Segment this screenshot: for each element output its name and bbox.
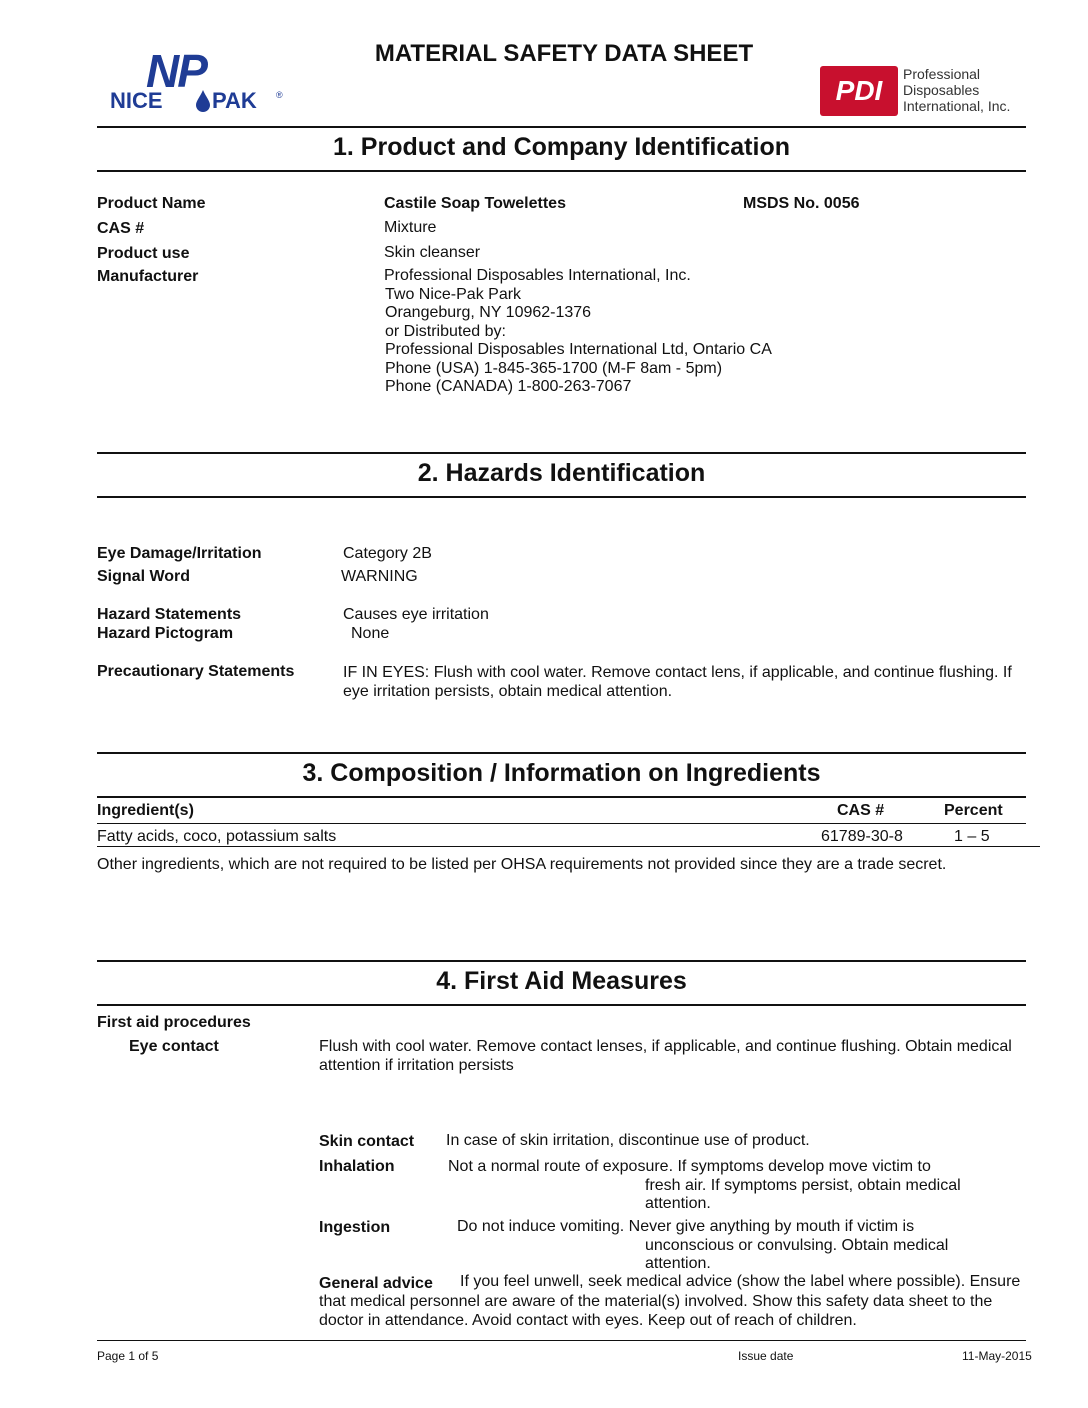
- pdi-text-1: Professional: [903, 66, 981, 82]
- table-header-percent: Percent: [944, 802, 1003, 819]
- general-advice-line: that medical personnel are aware of the material(s) involved. Show this safety data sheet to the: [319, 1293, 993, 1310]
- manufacturer-line: Professional Disposables International, Inc.: [384, 267, 691, 284]
- eye-contact-label: Eye contact: [129, 1038, 219, 1055]
- registered-mark: ®: [276, 90, 283, 100]
- ingestion-label: Ingestion: [319, 1219, 391, 1236]
- hazard-statements-label: Hazard Statements: [97, 606, 242, 623]
- inhalation-line: attention.: [645, 1195, 711, 1212]
- manufacturer-line: Phone (USA) 1-845-365-1700 (M-F 8am - 5pm): [385, 359, 723, 377]
- ingredient-name: Fatty acids, coco, potassium salts: [97, 828, 337, 845]
- product-use-value: Skin cleanser: [384, 244, 481, 261]
- rule: [97, 170, 1026, 172]
- skin-contact-text: In case of skin irritation, discontinue use of product.: [446, 1132, 810, 1149]
- nicepak-logo-pak: PAK: [212, 88, 257, 113]
- eye-damage-value: Category 2B: [343, 545, 432, 562]
- rule: [97, 960, 1026, 962]
- nicepak-logo: [108, 45, 290, 118]
- issue-date-label: Issue date: [738, 1349, 794, 1363]
- inhalation-label: Inhalation: [319, 1158, 395, 1175]
- ingestion-line: attention.: [645, 1255, 711, 1272]
- eye-damage-label: Eye Damage/Irritation: [97, 545, 262, 562]
- nicepak-logo-nice: NICE: [110, 88, 163, 113]
- product-use-label: Product use: [97, 245, 190, 262]
- table-header-ingredient: Ingredient(s): [97, 802, 194, 819]
- general-advice-label: General advice: [319, 1275, 433, 1292]
- pdi-text-3: International, Inc.: [903, 98, 1011, 114]
- precautionary-label: Precautionary Statements: [97, 663, 295, 680]
- product-name-label: Product Name: [97, 195, 206, 212]
- manufacturer-line: Professional Disposables International Ltd, Ontario CA: [385, 341, 772, 358]
- table-header-rule: [97, 823, 1026, 824]
- signal-word-value: WARNING: [341, 568, 418, 585]
- ingestion-line: unconscious or convulsing. Obtain medical: [645, 1237, 949, 1254]
- pdi-logo: [820, 66, 1030, 118]
- precautionary-line: eye irritation persists, obtain medical attention.: [343, 682, 673, 700]
- hazard-statements-value: Causes eye irritation: [343, 606, 489, 623]
- rule: [97, 496, 1026, 498]
- manufacturer-line: Phone (CANADA) 1-800-263-7067: [385, 378, 632, 395]
- pdi-text-2: Disposables: [903, 82, 980, 98]
- page-number: Page 1 of 5: [97, 1349, 159, 1363]
- rule: [97, 1004, 1026, 1006]
- eye-contact-line: attention if irritation persists: [319, 1056, 514, 1074]
- general-advice-line: If you feel unwell, seek medical advice (show the label where possible). Ensure: [460, 1273, 1021, 1290]
- rule: [97, 752, 1026, 754]
- manufacturer-line: Orangeburg, NY 10962-1376: [385, 304, 592, 321]
- manufacturer-block: [384, 267, 772, 397]
- precautionary-text: [343, 664, 1023, 701]
- section4-title: 4. First Aid Measures: [436, 967, 687, 995]
- msds-number: MSDS No. 0056: [743, 195, 860, 212]
- general-advice-line: doctor in attendance. Avoid contact with eyes. Keep out of reach of children.: [319, 1312, 857, 1329]
- manufacturer-label: Manufacturer: [97, 268, 199, 285]
- precautionary-line: IF IN EYES: Flush with cool water. Remove contact lens, if applicable, and continue flushing. If: [343, 664, 1012, 681]
- section3-title: 3. Composition / Information on Ingredients: [302, 759, 821, 787]
- droplet-icon: [196, 90, 210, 117]
- cas-value: Mixture: [384, 219, 437, 236]
- pdi-badge: PDI: [820, 66, 898, 116]
- inhalation-line: fresh air. If symptoms persist, obtain medical: [645, 1177, 961, 1194]
- table-row: [97, 827, 1040, 847]
- signal-word-label: Signal Word: [97, 568, 191, 585]
- product-name-value: Castile Soap Towelettes: [384, 195, 566, 212]
- rule: [97, 452, 1026, 454]
- nicepak-logo-np: NP: [146, 45, 206, 97]
- ingredient-cas: 61789-30-8: [821, 828, 903, 845]
- table-row-rule: [97, 846, 1040, 847]
- ingredient-percent: 1 – 5: [954, 828, 990, 845]
- cas-label: CAS #: [97, 220, 145, 237]
- hazard-pictogram-value: None: [351, 625, 390, 642]
- ingredients-table: [97, 800, 1040, 848]
- manufacturer-line: or Distributed by:: [385, 322, 506, 340]
- section2-title: 2. Hazards Identification: [417, 459, 706, 487]
- first-aid-procedures-label: First aid procedures: [97, 1014, 251, 1031]
- hazard-pictogram-label: Hazard Pictogram: [97, 625, 234, 642]
- manufacturer-line: Two Nice-Pak Park: [385, 285, 522, 303]
- skin-contact-label: Skin contact: [319, 1133, 415, 1150]
- inhalation-line: Not a normal route of exposure. If symptoms develop move victim to: [448, 1158, 931, 1175]
- section1-title: 1. Product and Company Identification: [333, 133, 790, 161]
- footer-rule: [97, 1340, 1026, 1341]
- eye-contact-text: [319, 1038, 1024, 1075]
- document-title: MATERIAL SAFETY DATA SHEET: [374, 40, 754, 67]
- rule: [97, 126, 1026, 128]
- table-header-cas: CAS #: [837, 802, 885, 819]
- eye-contact-line: Flush with cool water. Remove contact lenses, if applicable, and continue flushing. Obtain medical: [319, 1038, 1012, 1055]
- ingestion-line: Do not induce vomiting. Never give anything by mouth if victim is: [457, 1218, 915, 1235]
- composition-note: Other ingredients, which are not required to be listed per OHSA requirements not provided since they are a trade secret.: [97, 856, 947, 873]
- issue-date-value: 11-May-2015: [962, 1349, 1032, 1363]
- rule: [97, 796, 1026, 798]
